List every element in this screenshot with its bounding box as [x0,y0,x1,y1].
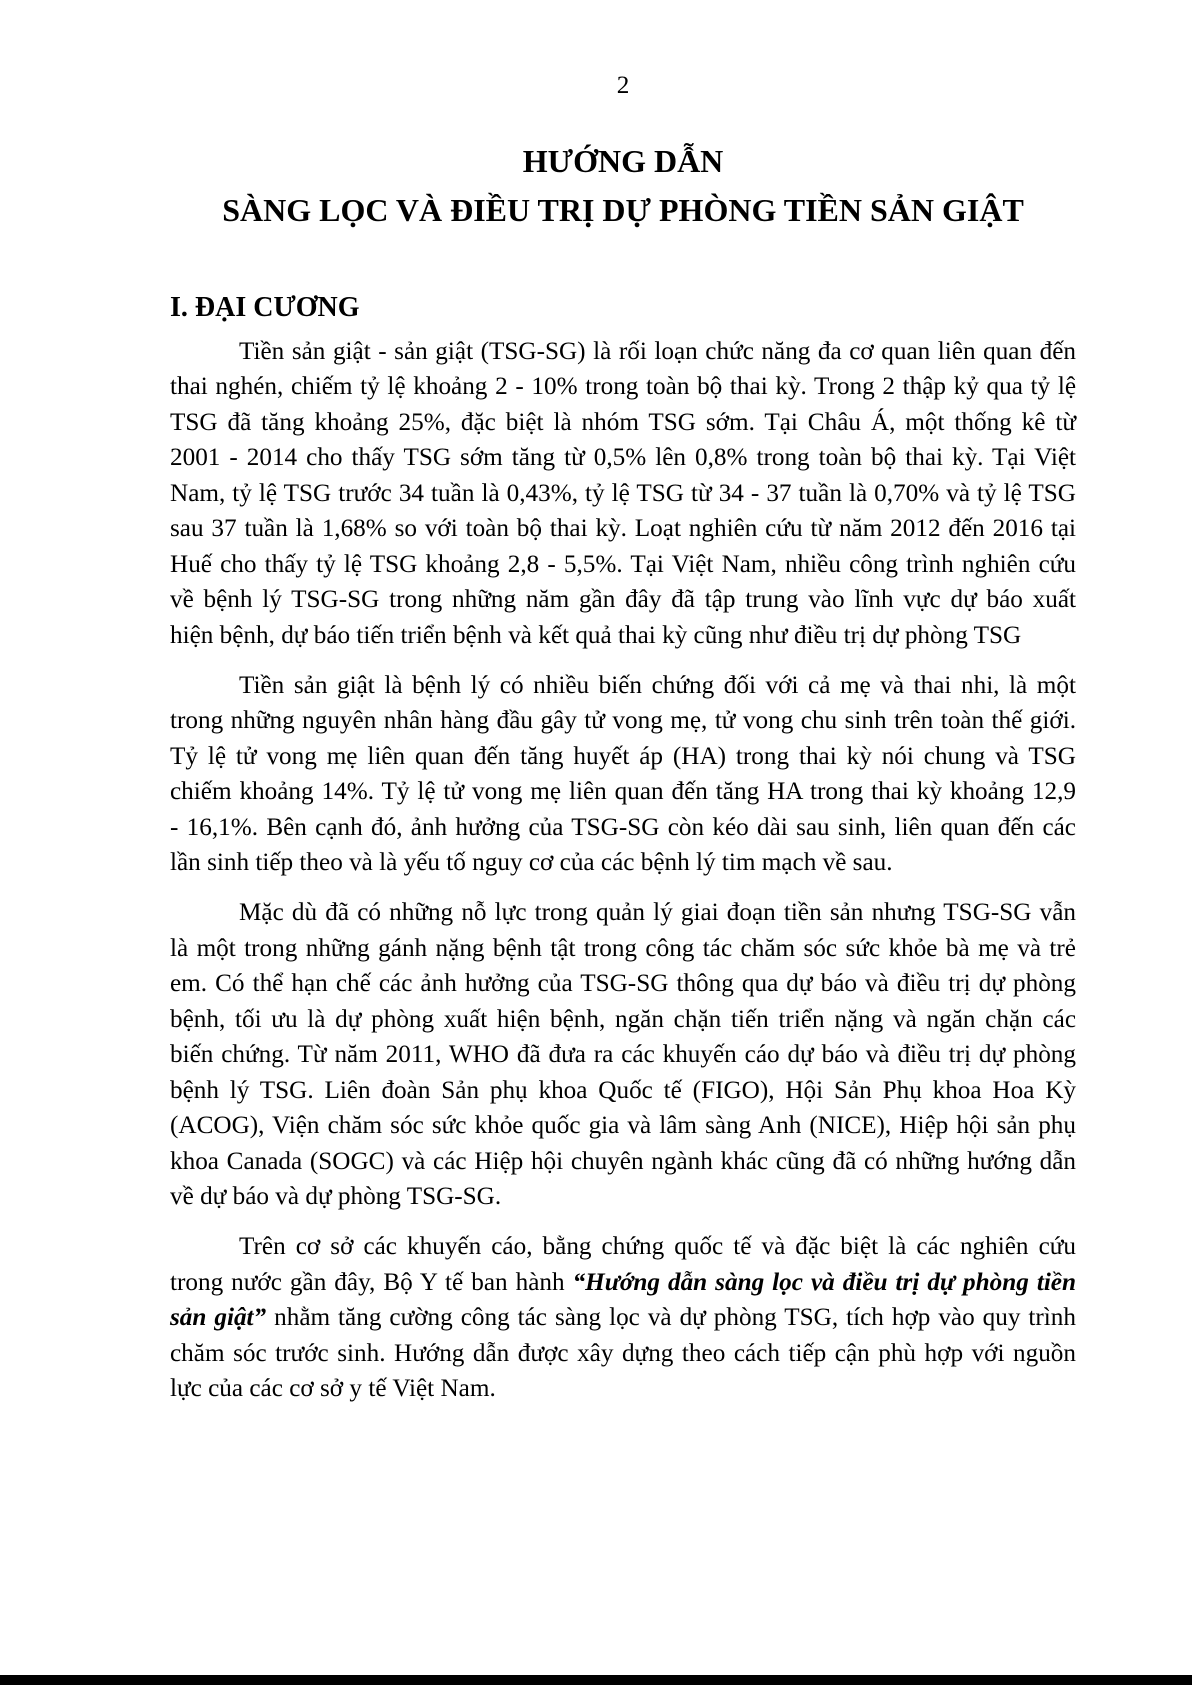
paragraph-line: em. Có thể hạn chế các ảnh hưởng của TSG-SG thông qua dự báo và điều trị dự phòng [170,970,1076,997]
section-general [170,290,1076,1407]
paragraph [170,895,1076,1215]
paragraph-line: Tỷ lệ tử vong mẹ liên quan đến tăng huyết áp (HA) trong thai kỳ nói chung và TSG [170,742,1076,770]
paragraph-line: - 16,1%. Bên cạnh đó, ảnh hưởng của TSG-SG còn kéo dài sau sinh, liên quan đến các [170,813,1076,841]
section-heading: I. ĐẠI CƯƠNG [170,292,360,323]
paragraph-line: bệnh, tối ưu là dự phòng xuất hiện bệnh, ngăn chặn tiến triển nặng và ngăn chặn các [170,1005,1076,1033]
paragraph-line: thai nghén, chiếm tỷ lệ khoảng 2 - 10% trong toàn bộ thai kỳ. Trong 2 thập kỷ qua tỷ lệ [170,373,1076,400]
paragraph-line: Tiền sản giật là bệnh lý có nhiều biến chứng đối với cả mẹ và thai nhi, là một [239,671,1076,699]
paragraph-line: (ACOG), Viện chăm sóc sức khỏe quốc gia và lâm sàng Anh (NICE), Hiệp hội sản phụ [170,1112,1076,1139]
line-text: nhằm tăng cường công tác sàng lọc và dự phòng TSG, tích hợp vào quy trình [266,1304,1076,1331]
paragraph-line: là một trong những gánh nặng bệnh tật trong công tác chăm sóc sức khỏe bà mẹ và trẻ [170,934,1076,962]
paragraph-line: về dự báo và dự phòng TSG-SG. [170,1183,502,1210]
paragraph-line: chăm sóc trước sinh. Hướng dẫn được xây dựng theo cách tiếp cận phù hợp với nguồn [170,1339,1076,1367]
paragraph-line: khoa Canada (SOGC) và các Hiệp hội chuyên ngành khác cũng đã có những hướng dẫn [170,1147,1076,1175]
page-number: 2 [616,72,630,99]
guideline-title-emphasis: sản giật” [170,1304,267,1331]
document-title-line-2: SÀNG LỌC VÀ ĐIỀU TRỊ DỰ PHÒNG TIỀN SẢN GIẬT [222,192,1024,228]
paragraph [170,334,1076,654]
bottom-border [0,1675,1192,1685]
paragraph-line [170,1265,1076,1301]
paragraph-line: bệnh lý TSG. Liên đoàn Sản phụ khoa Quốc tế (FIGO), Hội Sản Phụ khoa Hoa Kỳ [170,1076,1076,1104]
paragraph-line: Nam, tỷ lệ TSG trước 34 tuần là 0,43%, tỷ lệ TSG từ 34 - 37 tuần là 0,70% và tỷ lệ TSG [170,479,1076,507]
paragraph-line: chiếm khoảng 14%. Tỷ lệ tử vong mẹ liên quan đến tăng HA trong thai kỳ khoảng 12,9 [170,778,1076,805]
paragraph-line: lần sinh tiếp theo và là yếu tố nguy cơ của các bệnh lý tim mạch về sau. [170,849,893,876]
paragraph [170,668,1076,881]
guideline-title-emphasis: “Hướng dẫn sàng lọc và điều trị dự phòng tiền [572,1268,1076,1296]
paragraph-line: trong những nguyên nhân hàng đầu gây tử vong mẹ, tử vong chu sinh trên toàn thế giới. [170,707,1076,734]
document-title-line-1: HƯỚNG DẪN [522,143,724,179]
paragraph-line [170,1300,1076,1336]
document-title [170,137,1076,235]
paragraph-line: sau 37 tuần là 1,68% so với toàn bộ thai kỳ. Loạt nghiên cứu từ năm 2012 đến 2016 tại [170,515,1076,542]
paragraph-line: Tiền sản giật - sản giật (TSG-SG) là rối loạn chức năng đa cơ quan liên quan đến [239,337,1076,365]
paragraph-line: lực của các cơ sở y tế Việt Nam. [170,1375,496,1402]
paragraph-line: Mặc dù đã có những nỗ lực trong quản lý giai đoạn tiền sản nhưng TSG-SG vẫn [239,899,1076,926]
paragraph-line: về bệnh lý TSG-SG trong những năm gần đây đã tập trung vào lĩnh vực dự báo xuất [170,586,1076,613]
paragraph-line: Trên cơ sở các khuyến cáo, bằng chứng quốc tế và đặc biệt là các nghiên cứu [239,1233,1076,1260]
paragraph [170,1229,1076,1407]
line-text: trong nước gần đây, Bộ Y tế ban hành [170,1268,573,1296]
paragraph-line: TSG đã tăng khoảng 25%, đặc biệt là nhóm TSG sớm. Tại Châu Á, một thống kê từ [170,408,1076,436]
paragraph-line: 2001 - 2014 cho thấy TSG sớm tăng từ 0,5% lên 0,8% trong toàn bộ thai kỳ. Tại Việt [170,444,1076,471]
paragraph-line: biến chứng. Từ năm 2011, WHO đã đưa ra các khuyến cáo dự báo và điều trị dự phòng [170,1041,1076,1068]
paragraph-line: hiện bệnh, dự báo tiến triển bệnh và kết quả thai kỳ cũng như điều trị dự phòng TSG [170,621,1022,649]
paragraph-line: Huế cho thấy tỷ lệ TSG khoảng 2,8 - 5,5%. Tại Việt Nam, nhiều công trình nghiên cứu [170,550,1076,578]
